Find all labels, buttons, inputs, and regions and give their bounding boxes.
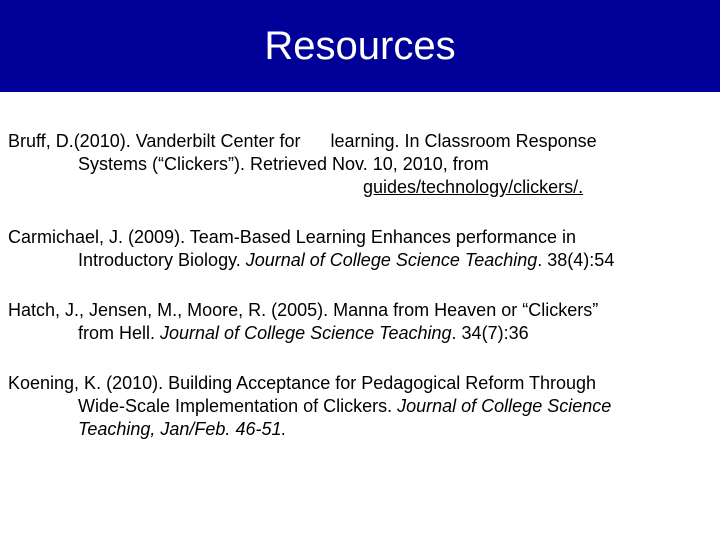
reference-text: Systems (“Clickers”). Retrieved Nov. 10, 2010, from: [78, 154, 489, 174]
reference-text: . 34(7):36: [451, 323, 529, 343]
reference-koening: [8, 372, 708, 441]
reference-text: learning. In Classroom Response: [330, 131, 597, 151]
reference-line: [8, 249, 708, 272]
journal-title: Teaching, Jan/Feb. 46-51.: [78, 419, 287, 439]
journal-title: Journal of College Science: [397, 396, 612, 416]
reference-hatch: [8, 299, 708, 345]
reference-text: Wide-Scale Implementation of Clickers.: [78, 396, 398, 416]
reference-link[interactable]: guides/technology/clickers/.: [363, 177, 584, 197]
reference-text: Hatch, J., Jensen, M., Moore, R. (2005). Manna from Heaven or “Clickers”: [8, 300, 599, 320]
journal-title: Journal of College Science Teaching: [160, 323, 452, 343]
reference-line: [8, 130, 708, 153]
reference-text: Introductory Biology.: [78, 250, 246, 270]
reference-text: Bruff, D.(2010). Vanderbilt Center for: [8, 131, 301, 151]
reference-list: [8, 130, 708, 468]
journal-title: Journal of College Science Teaching: [245, 250, 538, 270]
reference-text: from Hell.: [78, 323, 161, 343]
title-bar: [0, 0, 720, 92]
reference-line: [8, 322, 708, 345]
reference-carmichael: [8, 226, 708, 272]
slide-title: Resources: [264, 24, 456, 68]
reference-bruff: [8, 130, 708, 199]
reference-text: Carmichael, J. (2009). Team-Based Learning Enhances performance in: [8, 227, 576, 247]
reference-line: [8, 395, 708, 418]
reference-text: Koening, K. (2010). Building Acceptance for Pedagogical Reform Through: [8, 373, 597, 393]
reference-text: . 38(4):54: [537, 250, 615, 270]
